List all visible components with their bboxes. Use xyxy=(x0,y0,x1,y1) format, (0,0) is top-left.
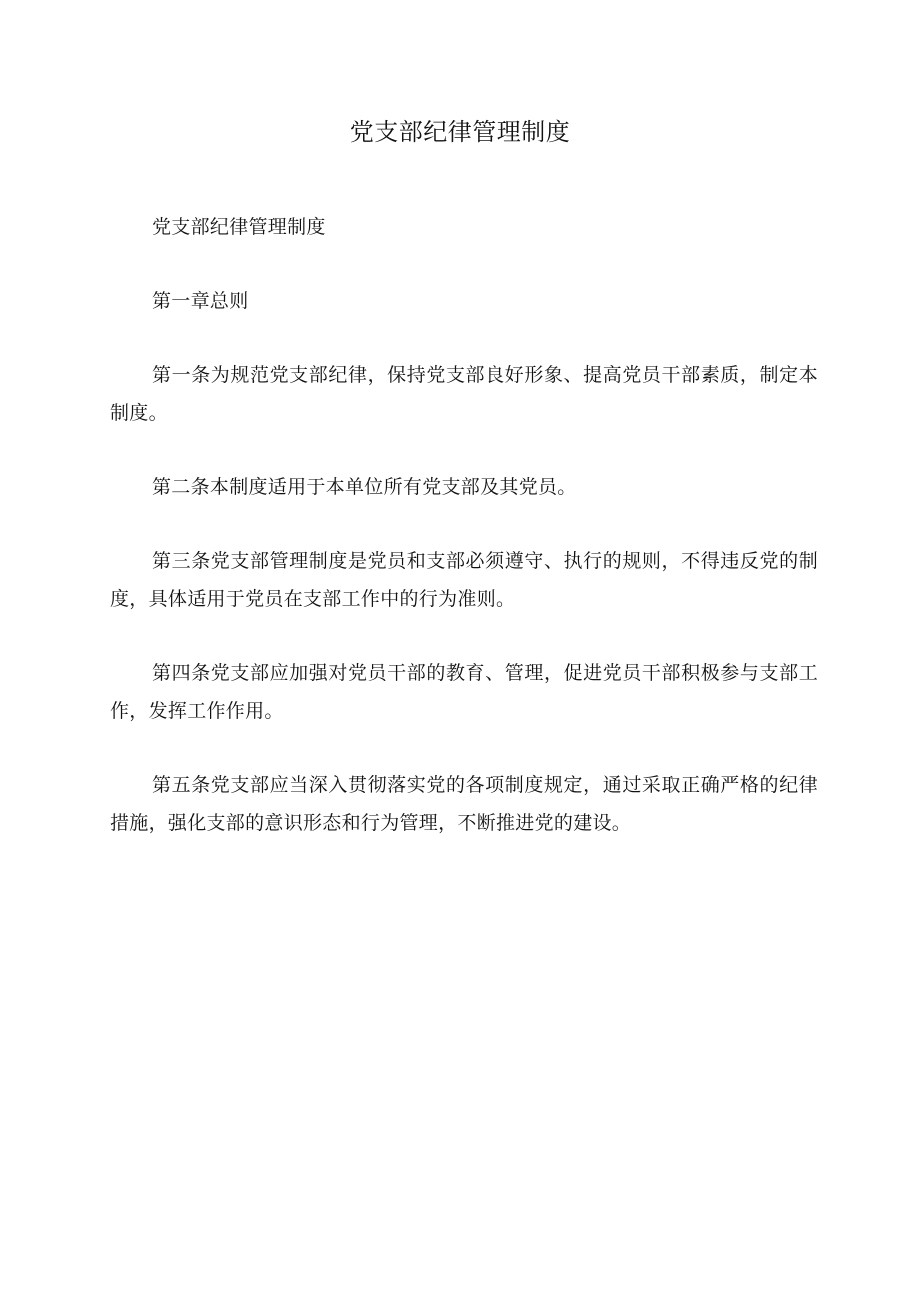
paragraph-chapter-heading: 第一章总则 xyxy=(152,290,249,312)
document-body xyxy=(110,208,818,878)
paragraph-article-1: 第一条为规范党支部纪律，保持党支部良好形象、提高党员干部素质，制定本制度。 xyxy=(110,364,818,424)
paragraph-subtitle: 党支部纪律管理制度 xyxy=(152,216,326,238)
paragraph-article-3: 第三条党支部管理制度是党员和支部必须遵守、执行的规则，不得违反党的制度，具体适用于党员在支部工作中的行为准则。 xyxy=(110,550,818,610)
paragraph-article-5: 第五条党支部应当深入贯彻落实党的各项制度规定，通过采取正确严格的纪律措施，强化支部的意识形态和行为管理，不断推进党的建设。 xyxy=(110,774,818,834)
paragraph-article-2: 第二条本制度适用于本单位所有党支部及其党员。 xyxy=(152,476,577,498)
paragraph-article-4: 第四条党支部应加强对党员干部的教育、管理，促进党员干部积极参与支部工作，发挥工作作用。 xyxy=(110,662,818,722)
document-title: 党支部纪律管理制度 xyxy=(349,118,571,146)
